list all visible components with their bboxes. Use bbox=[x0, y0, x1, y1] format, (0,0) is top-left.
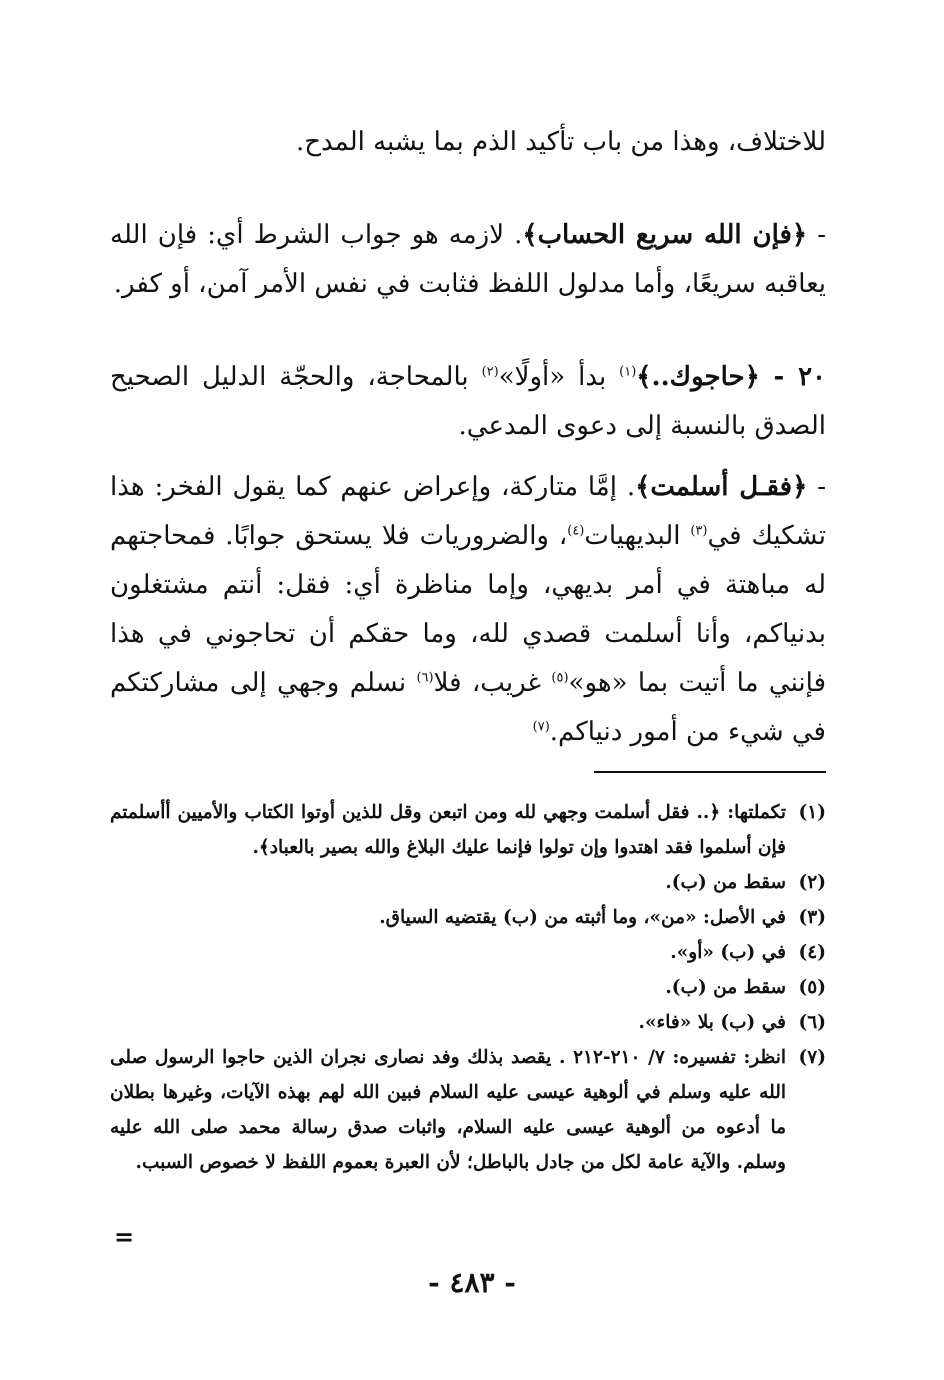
footnote bbox=[110, 865, 826, 900]
paragraph-4 bbox=[110, 463, 826, 757]
footnote-ref[interactable]: (٦) bbox=[416, 670, 434, 686]
footnote-ref[interactable]: (٤) bbox=[567, 523, 585, 539]
paragraph-1: للاختلاف، وهذا من باب تأكيد الذم بما يشبه المدح. bbox=[295, 127, 826, 157]
paragraph-text: البديهيات bbox=[584, 521, 691, 551]
footnote-text: في (ب) «أو». bbox=[670, 942, 786, 963]
page-content bbox=[110, 118, 826, 1180]
paragraph-text: . إمَّا متاركة، وإعراض عنهم كما يقول الفخر: هذا تشكيك في bbox=[110, 472, 826, 551]
footnote-ref[interactable]: (١) bbox=[619, 364, 637, 380]
footnotes bbox=[110, 795, 826, 1180]
quran-quote: ﴿فقـل أسلمت﴾ bbox=[635, 472, 808, 502]
paragraph-text: بدأ «أولًا» bbox=[498, 362, 620, 392]
footnote-number: (٣) bbox=[798, 907, 826, 928]
footnote bbox=[110, 795, 826, 865]
page-number: - ٤٨٣ - bbox=[428, 1266, 516, 1299]
paragraph-dash: - bbox=[807, 472, 826, 502]
paragraph-2 bbox=[110, 211, 826, 309]
paragraph-text: غريب، فلا bbox=[433, 668, 552, 698]
continuation-mark: = bbox=[114, 1222, 135, 1251]
footnote-number: (٧) bbox=[798, 1047, 826, 1068]
footnote-text: تكملتها: ﴿.. فقل أسلمت وجهي لله ومن اتبعن وقل للذين أوتوا الكتاب والأميين أأسلمتم فإن أسلموا فقد اهتدوا وإن تولوا فإنما عليك البلاغ والله بصير بالعباد﴾. bbox=[110, 802, 786, 858]
footnote-number: (٢) bbox=[798, 872, 826, 893]
footnote-text: سقط من (ب). bbox=[665, 872, 786, 893]
footnote-number: (٥) bbox=[798, 977, 826, 998]
paragraph-text: ، والضروريات فلا يستحق جوابًا. فمحاجتهم له مباهتة في أمر بديهي، وإما مناظرة أي: فقل: أنتم مشتغلون بدنياكم، وأنا أسلمت قصدي لله، وما حقكم أن تحاجوني في هذا فإنني ما أتيت بما «هو» bbox=[110, 521, 827, 698]
paragraph-text: نسلم وجهي إلى مشاركتكم في شيء من أمور دنياكم. bbox=[110, 668, 826, 747]
paragraph-text: بالمحاجة، والحجّة الدليل الصحيح الصدق بالنسبة إلى دعوى المدعي. bbox=[110, 362, 826, 441]
footnote-separator bbox=[594, 771, 826, 773]
paragraph-3 bbox=[110, 353, 826, 451]
footnote bbox=[110, 1040, 826, 1180]
footnote-text: في (ب) بلا «فاء». bbox=[638, 1012, 786, 1033]
footnote bbox=[110, 1005, 826, 1040]
paragraph-dash: - bbox=[807, 220, 826, 250]
footnote-text: في الأصل: «من»، وما أثبته من (ب) يقتضيه السياق. bbox=[379, 907, 786, 928]
quran-quote: ﴿فإن الله سريع الحساب﴾ bbox=[522, 220, 808, 250]
footnote bbox=[110, 970, 826, 1005]
footnote-number: (١) bbox=[798, 802, 826, 823]
verse-number: ٢٠ - bbox=[759, 362, 826, 392]
footnote-ref[interactable]: (٥) bbox=[551, 670, 569, 686]
footnote bbox=[110, 900, 826, 935]
paragraph-text: . لازمه هو جواب الشرط أي: فإن الله يعاقبه سريعًا، وأما مدلول اللفظ فثابت في نفس الأمر آمن، أو كفر. bbox=[110, 220, 826, 299]
footnote-ref[interactable]: (٣) bbox=[690, 523, 708, 539]
main-text bbox=[110, 118, 826, 757]
footnote-text: سقط من (ب). bbox=[665, 977, 786, 998]
footnote-ref[interactable]: (٢) bbox=[481, 364, 499, 380]
footnote-ref[interactable]: (٧) bbox=[532, 719, 550, 735]
footnote-number: (٦) bbox=[798, 1012, 826, 1033]
footnote bbox=[110, 935, 826, 970]
quran-quote: ﴿حاجوك..﴾ bbox=[636, 362, 760, 392]
footnote-text: انظر: تفسيره: ٧/ ٢١٠-٢١٢ . يقصد بذلك وفد نصارى نجران الذين حاجوا الرسول صلى الله عليه وسلم في ألوهية عيسى عليه السلام فبين الله لهم بهذه الآيات، وغيرها بطلان ما أدعوه من ألوهية عيسى عليه السلام، واثبات صدق رسالة محمد صلى الله عليه وسلم. والآية عامة لكل من جادل بالباطل؛ لأن العبرة بعموم اللفظ لا خصوص السبب. bbox=[110, 1047, 786, 1173]
footnote-number: (٤) bbox=[798, 942, 826, 963]
